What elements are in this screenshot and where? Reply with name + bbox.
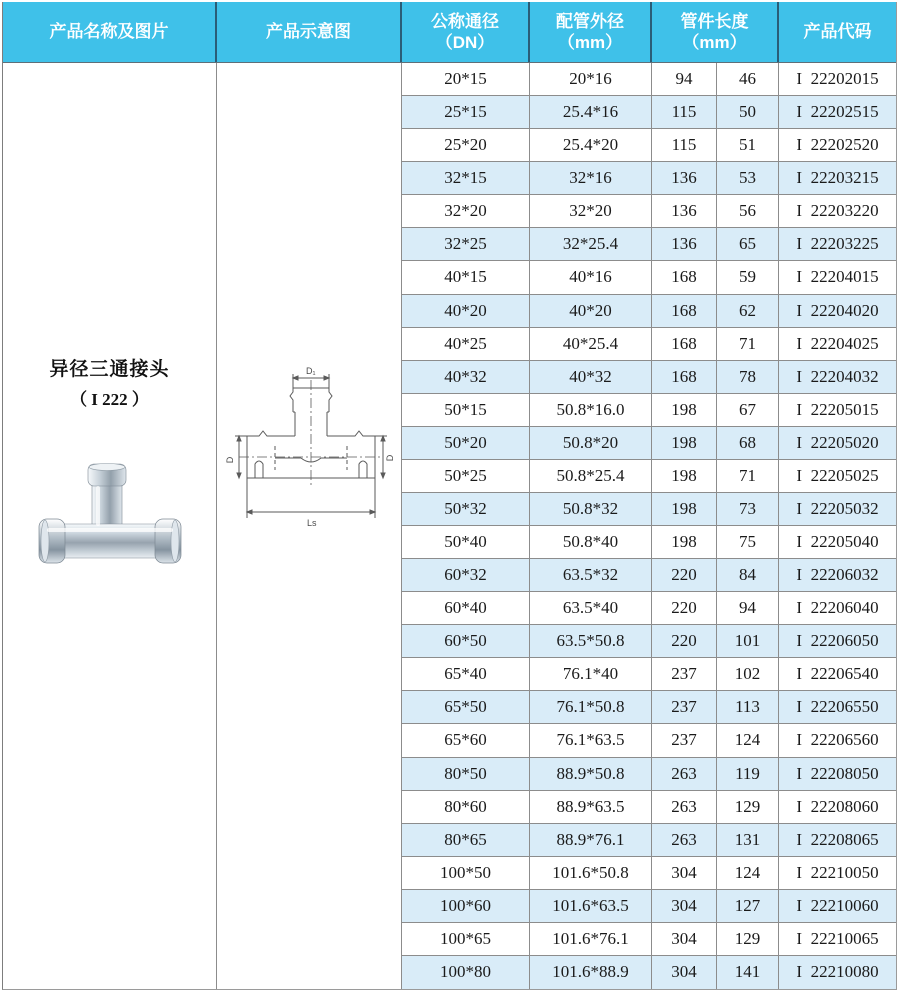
cell-code: I 22205040 <box>779 526 896 559</box>
cell-code: I 22204025 <box>779 328 896 361</box>
cell-len2: 102 <box>717 658 779 691</box>
cell-dn: 100*50 <box>402 857 530 890</box>
cell-len2: 113 <box>717 691 779 724</box>
cell-len2: 62 <box>717 295 779 328</box>
cell-code: I 22203220 <box>779 195 896 228</box>
product-name: 异径三通接头 <box>49 359 170 380</box>
cell-od: 32*20 <box>530 195 652 228</box>
header-unit: （DN） <box>435 33 495 52</box>
cell-dn: 40*20 <box>402 295 530 328</box>
cell-dn: 60*40 <box>402 592 530 625</box>
cell-len2: 119 <box>717 758 779 791</box>
cell-len1: 198 <box>652 460 717 493</box>
cell-len1: 115 <box>652 96 717 129</box>
cell-len2: 101 <box>717 625 779 658</box>
cell-dn: 100*65 <box>402 923 530 956</box>
header-label: 管件长度 <box>680 11 749 31</box>
cell-code: I 22206050 <box>779 625 896 658</box>
cell-dn: 80*60 <box>402 791 530 824</box>
cell-len2: 78 <box>717 361 779 394</box>
cell-code: I 22210060 <box>779 890 896 923</box>
cell-code: I 22205032 <box>779 493 896 526</box>
cell-dn: 40*25 <box>402 328 530 361</box>
cell-od: 76.1*50.8 <box>530 691 652 724</box>
cell-dn: 50*25 <box>402 460 530 493</box>
header-cell-pipe-outer-diameter <box>530 2 652 62</box>
cell-len2: 67 <box>717 394 779 427</box>
cell-dn: 50*32 <box>402 493 530 526</box>
cell-code: I 22205020 <box>779 427 896 460</box>
cell-code: I 22208065 <box>779 824 896 857</box>
cell-code: I 22203215 <box>779 162 896 195</box>
product-cell <box>3 63 217 989</box>
product-group <box>35 354 185 578</box>
cell-len1: 220 <box>652 625 717 658</box>
cell-len2: 127 <box>717 890 779 923</box>
header-label: 配管外径 <box>556 11 624 31</box>
cell-code: I 22206550 <box>779 691 896 724</box>
cell-len1: 136 <box>652 162 717 195</box>
cell-len1: 237 <box>652 658 717 691</box>
cell-od: 40*20 <box>530 295 652 328</box>
cell-od: 76.1*40 <box>530 658 652 691</box>
cell-len1: 304 <box>652 857 717 890</box>
cell-len2: 124 <box>717 724 779 757</box>
cell-len2: 75 <box>717 526 779 559</box>
cell-len2: 129 <box>717 791 779 824</box>
cell-dn: 25*15 <box>402 96 530 129</box>
cell-od: 50.8*32 <box>530 493 652 526</box>
cell-od: 32*25.4 <box>530 228 652 261</box>
diagram-dim-left-label: D <box>225 456 235 464</box>
cell-code: I 22204015 <box>779 261 896 294</box>
cell-len2: 53 <box>717 162 779 195</box>
cell-len2: 50 <box>717 96 779 129</box>
cell-len1: 168 <box>652 328 717 361</box>
cell-od: 63.5*40 <box>530 592 652 625</box>
cell-od: 88.9*76.1 <box>530 824 652 857</box>
cell-od: 50.8*16.0 <box>530 394 652 427</box>
header-cell-nominal-diameter <box>402 2 530 62</box>
cell-len1: 304 <box>652 890 717 923</box>
cell-len2: 84 <box>717 559 779 592</box>
cell-len1: 168 <box>652 361 717 394</box>
cell-len1: 198 <box>652 493 717 526</box>
diagram-cell <box>217 63 402 989</box>
cell-len1: 94 <box>652 63 717 96</box>
cell-dn: 60*50 <box>402 625 530 658</box>
cell-dn: 50*40 <box>402 526 530 559</box>
cell-dn: 100*60 <box>402 890 530 923</box>
diagram-dim-bottom-label: Ls <box>307 518 317 528</box>
cell-code: I 22204020 <box>779 295 896 328</box>
cell-od: 25.4*20 <box>530 129 652 162</box>
product-code-label: （ I 222 ） <box>70 390 149 409</box>
header-cell-diagram <box>217 2 402 62</box>
cell-len1: 263 <box>652 758 717 791</box>
cell-od: 20*16 <box>530 63 652 96</box>
cell-code: I 22206040 <box>779 592 896 625</box>
cell-od: 50.8*20 <box>530 427 652 460</box>
header-unit: （mm） <box>557 33 623 52</box>
cell-len2: 59 <box>717 261 779 294</box>
cell-len2: 94 <box>717 592 779 625</box>
cell-dn: 65*60 <box>402 724 530 757</box>
tee-fitting-photo <box>35 458 185 578</box>
cell-dn: 65*50 <box>402 691 530 724</box>
cell-len2: 71 <box>717 328 779 361</box>
header-label: 产品名称及图片 <box>49 22 169 42</box>
cell-len2: 65 <box>717 228 779 261</box>
cell-od: 50.8*40 <box>530 526 652 559</box>
cell-len2: 131 <box>717 824 779 857</box>
cell-len2: 68 <box>717 427 779 460</box>
cell-len1: 237 <box>652 691 717 724</box>
cell-od: 40*32 <box>530 361 652 394</box>
header-label: 产品代码 <box>803 22 872 42</box>
cell-code: I 22204032 <box>779 361 896 394</box>
cell-len1: 304 <box>652 956 717 989</box>
cell-len1: 198 <box>652 526 717 559</box>
header-label: 公称通径 <box>431 11 499 31</box>
cell-code: I 22202520 <box>779 129 896 162</box>
cell-len2: 46 <box>717 63 779 96</box>
cell-len1: 136 <box>652 195 717 228</box>
cell-len1: 220 <box>652 559 717 592</box>
cell-len2: 73 <box>717 493 779 526</box>
cell-od: 76.1*63.5 <box>530 724 652 757</box>
header-label: 产品示意图 <box>266 22 351 42</box>
cell-od: 63.5*50.8 <box>530 625 652 658</box>
spec-grid <box>402 63 896 989</box>
cell-code: I 22210080 <box>779 956 896 989</box>
header-cell-product-code <box>779 2 896 62</box>
cell-code: I 22202015 <box>779 63 896 96</box>
cell-od: 101.6*50.8 <box>530 857 652 890</box>
cell-len1: 263 <box>652 824 717 857</box>
cell-code: I 22202515 <box>779 96 896 129</box>
cell-od: 40*25.4 <box>530 328 652 361</box>
cell-len1: 220 <box>652 592 717 625</box>
cell-code: I 22205025 <box>779 460 896 493</box>
cell-dn: 20*15 <box>402 63 530 96</box>
cell-od: 32*16 <box>530 162 652 195</box>
cell-code: I 22206560 <box>779 724 896 757</box>
cell-od: 88.9*50.8 <box>530 758 652 791</box>
cell-len1: 198 <box>652 427 717 460</box>
cell-dn: 40*32 <box>402 361 530 394</box>
cell-len1: 136 <box>652 228 717 261</box>
cell-od: 40*16 <box>530 261 652 294</box>
table-header-row <box>3 2 896 63</box>
cell-dn: 25*20 <box>402 129 530 162</box>
cell-len1: 304 <box>652 923 717 956</box>
cell-dn: 32*20 <box>402 195 530 228</box>
cell-code: I 22206540 <box>779 658 896 691</box>
cell-len2: 124 <box>717 857 779 890</box>
cell-dn: 100*80 <box>402 956 530 989</box>
cell-dn: 65*40 <box>402 658 530 691</box>
cell-len2: 71 <box>717 460 779 493</box>
cell-len2: 56 <box>717 195 779 228</box>
cell-dn: 32*25 <box>402 228 530 261</box>
cell-code: I 22210065 <box>779 923 896 956</box>
header-cell-product-name-image <box>3 2 217 62</box>
cell-len1: 115 <box>652 129 717 162</box>
cell-dn: 40*15 <box>402 261 530 294</box>
cell-code: I 22208060 <box>779 791 896 824</box>
cell-od: 101.6*88.9 <box>530 956 652 989</box>
cell-dn: 80*65 <box>402 824 530 857</box>
diagram-dim-top-label: D₁ <box>306 366 316 376</box>
product-spec-table <box>2 2 897 990</box>
cell-od: 63.5*32 <box>530 559 652 592</box>
cell-dn: 80*50 <box>402 758 530 791</box>
table-body <box>3 63 896 989</box>
cell-dn: 50*20 <box>402 427 530 460</box>
cell-len1: 263 <box>652 791 717 824</box>
cell-dn: 32*15 <box>402 162 530 195</box>
cell-code: I 22205015 <box>779 394 896 427</box>
cell-od: 101.6*63.5 <box>530 890 652 923</box>
header-unit: （mm） <box>682 33 747 52</box>
cell-od: 50.8*25.4 <box>530 460 652 493</box>
product-photo <box>35 458 185 578</box>
cell-od: 101.6*76.1 <box>530 923 652 956</box>
cell-code: I 22210050 <box>779 857 896 890</box>
cell-len1: 168 <box>652 295 717 328</box>
cell-len1: 198 <box>652 394 717 427</box>
cell-len1: 237 <box>652 724 717 757</box>
header-cell-fitting-length <box>652 2 779 62</box>
cell-dn: 50*15 <box>402 394 530 427</box>
cell-od: 25.4*16 <box>530 96 652 129</box>
cell-od: 88.9*63.5 <box>530 791 652 824</box>
cell-len2: 141 <box>717 956 779 989</box>
cell-len2: 51 <box>717 129 779 162</box>
cell-code: I 22208050 <box>779 758 896 791</box>
tee-fitting-diagram <box>219 366 399 546</box>
diagram-dim-right-label: D <box>385 454 395 462</box>
cell-code: I 22203225 <box>779 228 896 261</box>
cell-len1: 168 <box>652 261 717 294</box>
cell-dn: 60*32 <box>402 559 530 592</box>
cell-len2: 129 <box>717 923 779 956</box>
cell-code: I 22206032 <box>779 559 896 592</box>
